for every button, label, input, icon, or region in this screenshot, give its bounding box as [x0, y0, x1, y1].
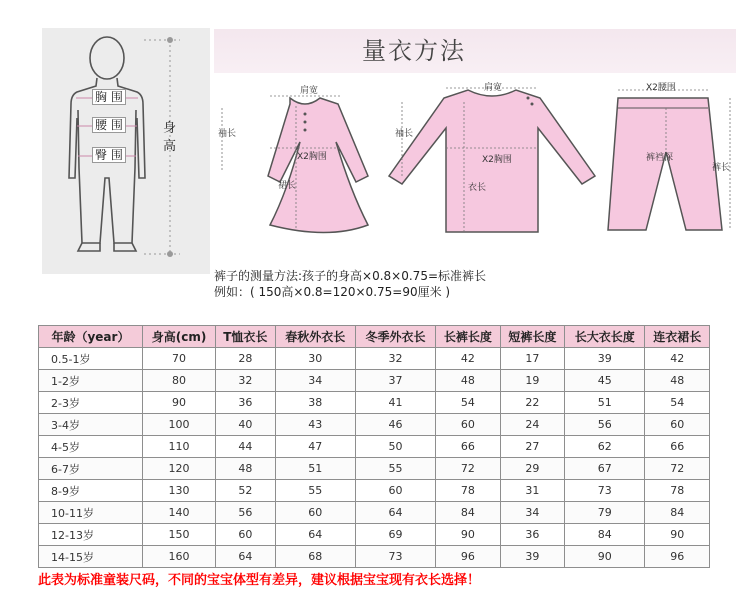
- table-row: [39, 502, 710, 524]
- header-winter-coat: 冬季外衣长: [355, 326, 435, 348]
- size-cell: 80: [142, 370, 215, 392]
- size-cell: 62: [565, 436, 645, 458]
- age-cell: 4-5岁: [39, 436, 143, 458]
- footer-warning: 此表为标准童装尺码，不同的宝宝体型有差异，建议根据宝宝现有衣长选择！: [38, 573, 481, 588]
- shirt-length-label: 衣长: [468, 183, 487, 193]
- size-cell: 47: [275, 436, 355, 458]
- size-cell: 60: [355, 480, 435, 502]
- size-cell: 37: [355, 370, 435, 392]
- size-cell: 46: [355, 414, 435, 436]
- height-label: 身高: [163, 121, 177, 154]
- size-cell: 27: [500, 436, 565, 458]
- table-row: [39, 458, 710, 480]
- size-cell: 51: [565, 392, 645, 414]
- size-cell: 64: [216, 546, 275, 568]
- table-row: [39, 392, 710, 414]
- size-cell: 50: [355, 436, 435, 458]
- size-cell: 51: [275, 458, 355, 480]
- size-cell: 60: [275, 502, 355, 524]
- size-cell: 30: [275, 348, 355, 370]
- size-cell: 45: [565, 370, 645, 392]
- table-row: [39, 370, 710, 392]
- header-spring-autumn-coat: 春秋外衣长: [275, 326, 355, 348]
- size-cell: 28: [216, 348, 275, 370]
- size-cell: 90: [565, 546, 645, 568]
- dress-length-label: 裙长: [278, 181, 297, 191]
- pants-example-note: 例如：( 150高×0.8=120×0.75=90厘米 ): [214, 285, 451, 299]
- size-cell: 41: [355, 392, 435, 414]
- size-cell: 48: [216, 458, 275, 480]
- size-chart-table: [38, 325, 710, 568]
- age-cell: 2-3岁: [39, 392, 143, 414]
- size-cell: 60: [436, 414, 501, 436]
- size-cell: 66: [436, 436, 501, 458]
- chest-label: 胸 围: [92, 89, 126, 105]
- size-cell: 110: [142, 436, 215, 458]
- size-cell: 60: [216, 524, 275, 546]
- size-cell: 60: [645, 414, 710, 436]
- size-cell: 69: [355, 524, 435, 546]
- size-cell: 120: [142, 458, 215, 480]
- header-tshirt-length: T恤衣长: [216, 326, 275, 348]
- size-cell: 52: [216, 480, 275, 502]
- size-cell: 64: [355, 502, 435, 524]
- page-title: 量衣方法: [362, 37, 466, 65]
- size-cell: 70: [142, 348, 215, 370]
- age-cell: 14-15岁: [39, 546, 143, 568]
- size-cell: 66: [645, 436, 710, 458]
- size-cell: 39: [565, 348, 645, 370]
- size-cell: 42: [645, 348, 710, 370]
- size-cell: 54: [645, 392, 710, 414]
- table-row: [39, 414, 710, 436]
- age-cell: 6-7岁: [39, 458, 143, 480]
- size-cell: 84: [645, 502, 710, 524]
- table-row: [39, 480, 710, 502]
- size-cell: 55: [355, 458, 435, 480]
- size-cell: 79: [565, 502, 645, 524]
- size-cell: 17: [500, 348, 565, 370]
- table-row: [39, 348, 710, 370]
- pants-length-label: 裤长: [712, 163, 731, 173]
- header-dress-length: 连衣裙长: [645, 326, 710, 348]
- size-cell: 44: [216, 436, 275, 458]
- size-cell: 64: [275, 524, 355, 546]
- size-cell: 56: [216, 502, 275, 524]
- dress-sleeve-label: 袖长: [218, 129, 237, 139]
- waist-label: 腰 围: [92, 117, 126, 133]
- size-cell: 130: [142, 480, 215, 502]
- size-cell: 56: [565, 414, 645, 436]
- size-cell: 100: [142, 414, 215, 436]
- age-cell: 8-9岁: [39, 480, 143, 502]
- size-cell: 67: [565, 458, 645, 480]
- size-cell: 150: [142, 524, 215, 546]
- size-cell: 55: [275, 480, 355, 502]
- size-cell: 78: [645, 480, 710, 502]
- size-cell: 84: [436, 502, 501, 524]
- pants-waist-label: X2腰围: [646, 83, 676, 93]
- size-cell: 39: [500, 546, 565, 568]
- child-body-outline: [42, 28, 210, 274]
- size-cell: 68: [275, 546, 355, 568]
- header-height: 身高(cm): [142, 326, 215, 348]
- header-shorts: 短裤长度: [500, 326, 565, 348]
- shirt-chest-label: X2胸围: [482, 155, 512, 165]
- size-cell: 29: [500, 458, 565, 480]
- size-cell: 96: [436, 546, 501, 568]
- table-row: [39, 436, 710, 458]
- size-cell: 160: [142, 546, 215, 568]
- size-cell: 31: [500, 480, 565, 502]
- shirt-shoulder-label: 肩宽: [484, 83, 503, 93]
- dress-illustration: [222, 96, 368, 233]
- size-cell: 32: [216, 370, 275, 392]
- size-cell: 43: [275, 414, 355, 436]
- size-cell: 34: [500, 502, 565, 524]
- size-cell: 54: [436, 392, 501, 414]
- garment-diagrams: [210, 80, 750, 250]
- size-cell: 22: [500, 392, 565, 414]
- header-long-pants: 长裤长度: [436, 326, 501, 348]
- hip-label: 臀 围: [92, 147, 126, 163]
- header-age: 年龄（year）: [39, 326, 143, 348]
- size-cell: 78: [436, 480, 501, 502]
- header-long-overcoat: 长大衣长度: [565, 326, 645, 348]
- size-cell: 90: [142, 392, 215, 414]
- size-cell: 72: [436, 458, 501, 480]
- age-cell: 12-13岁: [39, 524, 143, 546]
- age-cell: 0.5-1岁: [39, 348, 143, 370]
- size-cell: 24: [500, 414, 565, 436]
- size-cell: 84: [565, 524, 645, 546]
- size-cell: 36: [216, 392, 275, 414]
- size-cell: 36: [500, 524, 565, 546]
- table-row: [39, 524, 710, 546]
- size-cell: 73: [565, 480, 645, 502]
- size-cell: 90: [645, 524, 710, 546]
- age-cell: 1-2岁: [39, 370, 143, 392]
- size-cell: 73: [355, 546, 435, 568]
- size-cell: 48: [645, 370, 710, 392]
- body-measurement-panel: [42, 28, 210, 274]
- age-cell: 3-4岁: [39, 414, 143, 436]
- dress-shoulder-label: 肩宽: [300, 86, 319, 96]
- size-cell: 40: [216, 414, 275, 436]
- size-cell: 140: [142, 502, 215, 524]
- size-cell: 42: [436, 348, 501, 370]
- size-cell: 90: [436, 524, 501, 546]
- age-cell: 10-11岁: [39, 502, 143, 524]
- size-cell: 34: [275, 370, 355, 392]
- size-cell: 38: [275, 392, 355, 414]
- table-header-row: [39, 326, 710, 348]
- dress-chest-label: X2胸围: [297, 152, 327, 162]
- pants-formula-note: 裤子的测量方法:孩子的身高×0.8×0.75=标准裤长: [214, 269, 487, 283]
- table-row: [39, 546, 710, 568]
- pants-rise-label: 裤裆深: [646, 153, 674, 163]
- size-cell: 19: [500, 370, 565, 392]
- size-cell: 96: [645, 546, 710, 568]
- size-cell: 48: [436, 370, 501, 392]
- shirt-sleeve-label: 袖长: [395, 129, 414, 139]
- size-cell: 72: [645, 458, 710, 480]
- size-cell: 32: [355, 348, 435, 370]
